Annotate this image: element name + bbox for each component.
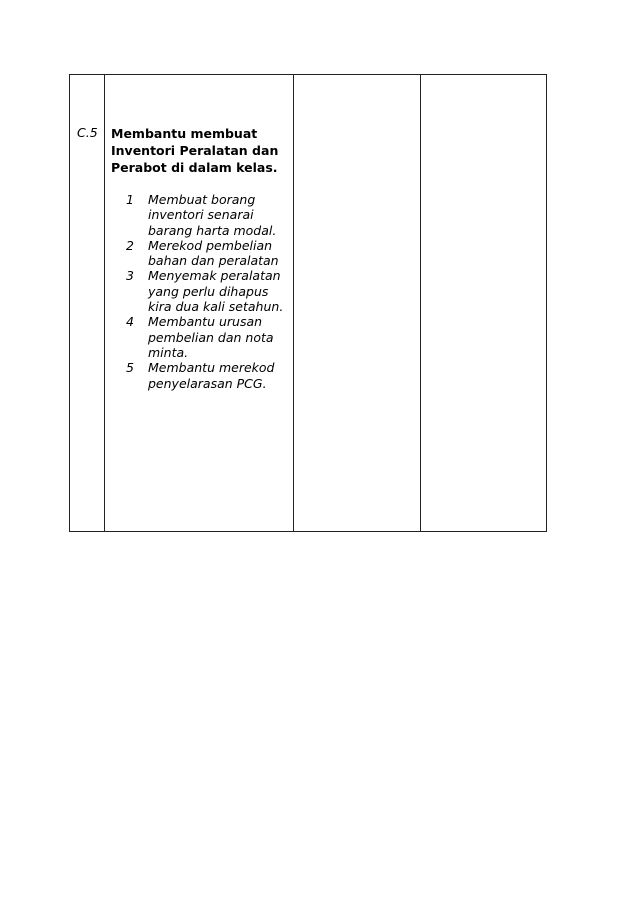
- list-item-line: Membantu urusan: [148, 314, 263, 330]
- list-item-number: 2: [126, 237, 134, 253]
- description-cell: [105, 75, 294, 532]
- list-item-number: 3: [126, 268, 134, 284]
- list-item-line: barang harta modal.: [148, 222, 277, 238]
- list-item-line: yang perlu dihapus: [148, 283, 269, 299]
- list-item-line: penyelarasan PCG.: [148, 375, 267, 391]
- list-item-line: Merekod pembelian: [148, 237, 273, 253]
- task-list: [111, 192, 287, 391]
- table-row: [70, 75, 547, 532]
- list-item-number: 1: [126, 192, 134, 207]
- code-cell: [70, 75, 105, 532]
- list-item: [126, 268, 287, 314]
- list-item: [126, 360, 287, 391]
- list-item: [126, 314, 287, 360]
- list-item-line: minta.: [148, 344, 189, 360]
- task-heading-line: Perabot di dalam kelas.: [111, 160, 278, 175]
- list-item-line: bahan dan peralatan: [148, 253, 279, 269]
- list-item: [126, 192, 287, 238]
- list-item-line: Menyemak peralatan: [148, 268, 281, 284]
- list-item-line: inventori senarai: [148, 207, 254, 223]
- list-item-line: Membantu merekod: [148, 360, 275, 376]
- task-table: [69, 74, 547, 532]
- task-code: C.5: [77, 125, 98, 140]
- task-heading-line: Membantu membuat: [111, 126, 258, 141]
- list-item-line: Membuat borang: [148, 192, 256, 207]
- list-item-number: 5: [126, 360, 134, 376]
- empty-cell-4: [421, 75, 547, 532]
- empty-cell-3: [294, 75, 421, 532]
- task-heading: [111, 125, 287, 176]
- list-item-number: 4: [126, 314, 134, 330]
- task-heading-line: Inventori Peralatan dan: [111, 143, 279, 158]
- list-item-line: kira dua kali setahun.: [148, 299, 284, 315]
- list-item: [126, 238, 287, 269]
- list-item-line: pembelian dan nota: [148, 329, 274, 345]
